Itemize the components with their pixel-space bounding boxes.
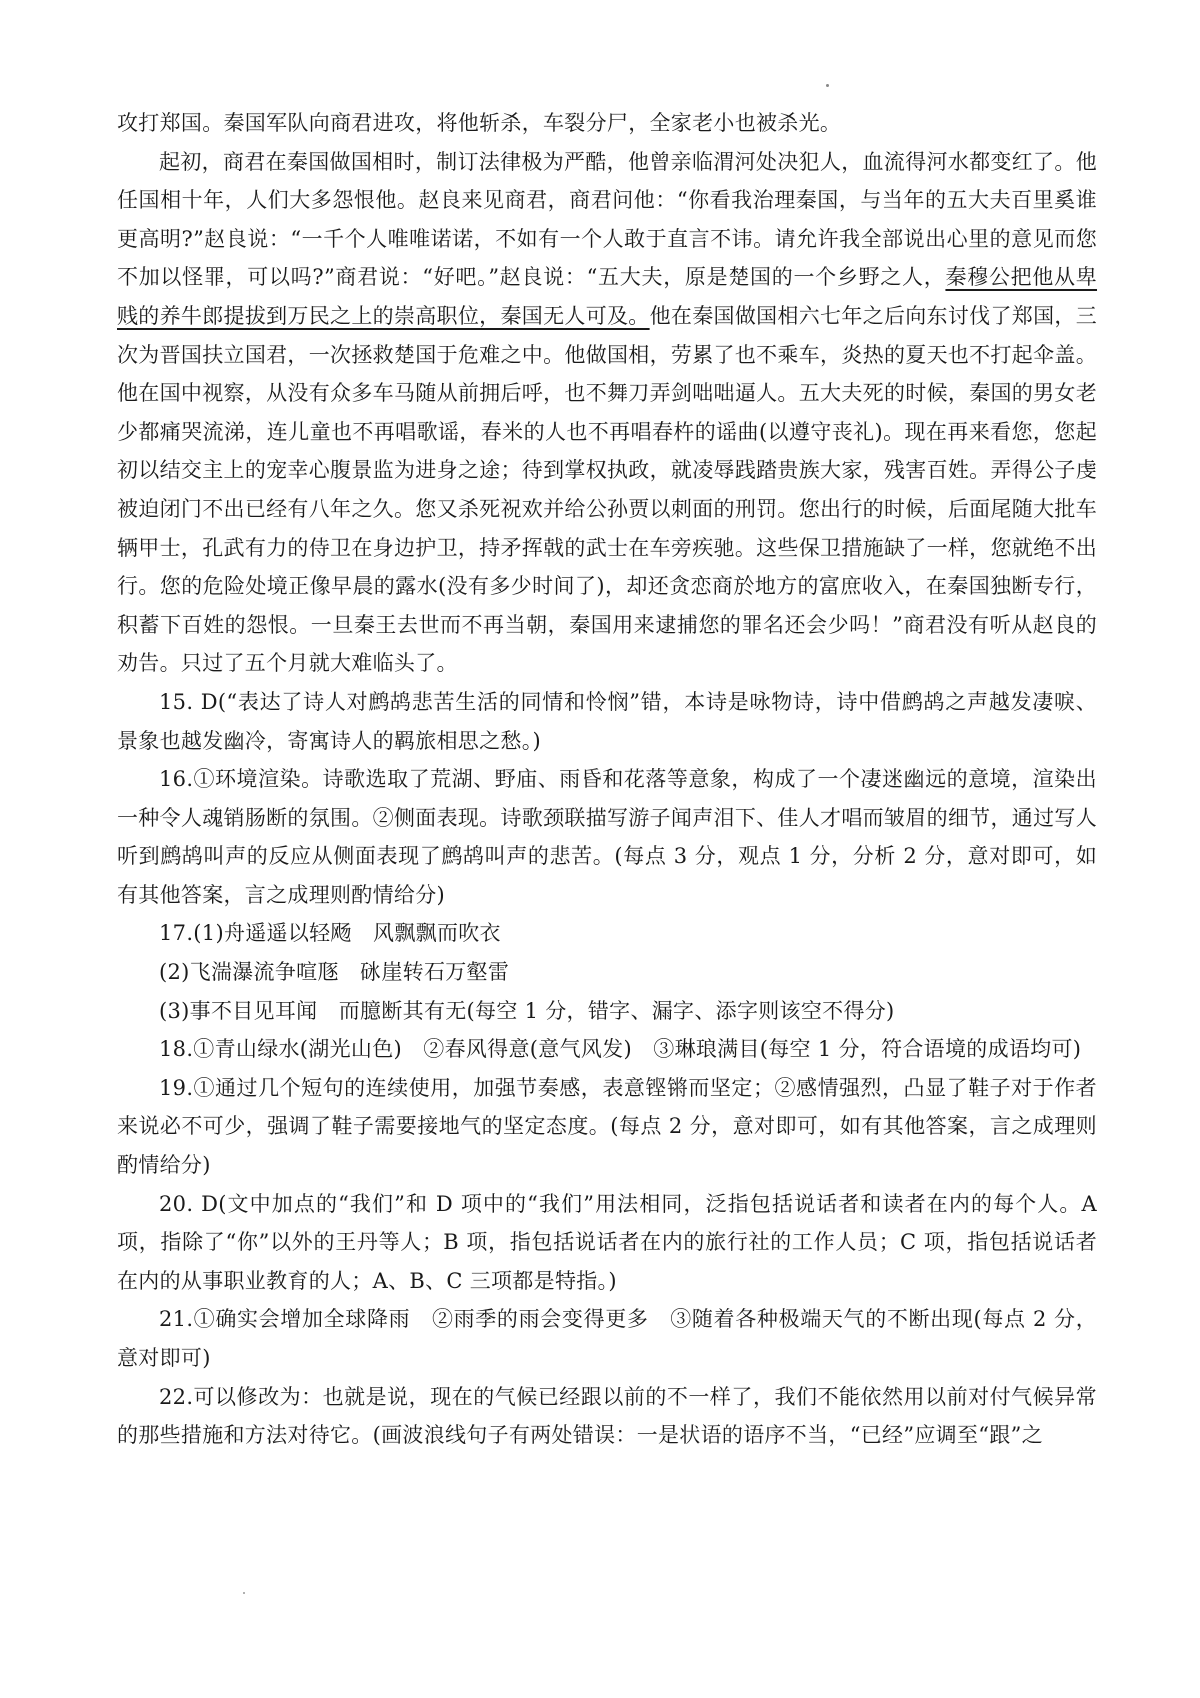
answer-17-3: (3)事不目见耳闻 而臆断其有无(每空 1 分，错字、漏字、添字则该空不得分) (159, 998, 895, 1023)
answer-22: 22.可以修改为：也就是说，现在的气候已经跟以前的不一样了，我们不能依然用以前对付气候异常的那些措施和方法对待它。(画波浪线句子有两处错误：一是状语的语序不当，“已经”应调至“跟”之 (117, 1384, 1097, 1448)
scan-dot-mark-bottom (243, 1592, 245, 1594)
answer-16: 16.①环境渲染。诗歌选取了荒湖、野庙、雨昏和花落等意象，构成了一个凄迷幽远的意境，渲染出一种令人魂销肠断的氛围。②侧面表现。诗歌颈联描写游子闻声泪下、佳人才唱而皱眉的细节，通过写人听到鹧鸪叫声的反应从侧面表现了鹧鸪叫声的悲苦。(每点 3 分，观点 1 分，分析 2 分，意对即可，如有其他答案，言之成理则酌情给分) (117, 767, 1097, 907)
answer-15: 15. D(“表达了诗人对鹧鸪悲苦生活的同情和怜悯”错，本诗是咏物诗，诗中借鹧鸪之声越发凄唳、景象也越发幽冷，寄寓诗人的羁旅相思之愁。) (117, 689, 1097, 753)
answer-17-2: (2)飞湍瀑流争喧豗 砯崖转石万壑雷 (159, 960, 510, 985)
answer-21: 21.①确实会增加全球降雨 ②雨季的雨会变得更多 ③随着各种极端天气的不断出现(每点 2 分，意对即可) (117, 1307, 1097, 1370)
answer-18: 18.①青山绿水(湖光山色) ②春风得意(意气风发) ③琳琅满目(每空 1 分，符合语境的成语均可) (159, 1037, 1082, 1062)
answer-17-1: 17.(1)舟遥遥以轻飏 风飘飘而吹衣 (159, 921, 501, 946)
scan-dot-mark (826, 84, 829, 87)
document-body (117, 104, 1097, 1455)
answer-20: 20. D(文中加点的“我们”和 D 项中的“我们”用法相同，泛指包括说话者和读者在内的每个人。A 项，指除了“你”以外的王丹等人；B 项，指包括说话者在内的旅行社的工作人员；C 项，指包括说话者在内的从事职业教育的人；A、B、C 三项都是特指。) (117, 1191, 1097, 1293)
paragraph-translation-end: 攻打郑国。秦国军队向商君进攻，将他斩杀，车裂分尸，全家老小也被杀光。 (117, 111, 842, 135)
answer-19: 19.①通过几个短句的连续使用，加强节奏感，表意铿锵而坚定；②感情强烈，凸显了鞋子对于作者来说必不可少，强调了鞋子需要接地气的坚定态度。(每点 2 分，意对即可，如有其他答案，言之成理则酌情给分) (117, 1075, 1097, 1178)
paragraph-translation-zhaoliang (117, 143, 1097, 683)
underlined-sentence: 秦穆公把他从卑贱的养牛郎提拔到万民之上的崇高职位，秦国无人可及。 (117, 265, 1098, 328)
text-segment: 起初，商君在秦国做国相时，制订法律极为严酷，他曾亲临渭河处决犯人，血流得河水都变红了。他任国相十年，人们大多怨恨他。赵良来见商君，商君问他：“你看我治理秦国，与当年的五大夫百里奚谁更高明?”赵良说：“一千个人唯唯诺诺，不如有一个人敢于直言不讳。请允许我全部说出心里的意见而您不加以怪罪，可以吗?”商君说：“好吧。”赵良说：“五大夫，原是楚国的一个乡野之人， (117, 149, 1097, 290)
text-segment: 他在秦国做国相六七年之后向东讨伐了郑国，三次为晋国扶立国君，一次拯救楚国于危难之中。他做国相，劳累了也不乘车，炎热的夏天也不打起伞盖。他在国中视察，从没有众多车马随从前拥后呼，也不舞刀弄剑咄咄逼人。五大夫死的时候，秦国的男女老少都痛哭流涕，连儿童也不再唱歌谣，春米的人也不再唱春杵的谣曲(以遵守丧礼)。现在再来看您，您起初以结交主上的宠幸心腹景监为进身之途；待到掌权执政，就凌辱践踏贵族大家，残害百姓。弄得公子虔被迫闭门不出已经有八年之久。您又杀死祝欢并给公孙贾以刺面的刑罚。您出行的时候，后面尾随大批车辆甲士，孔武有力的侍卫在身边护卫，持矛挥戟的武士在车旁疾驰。这些保卫措施缺了一样，您就绝不出行。您的危险处境正像早晨的露水(没有多少时间了)，却还贪恋商於地方的富庶收入，在秦国独断专行，积蓄下百姓的怨恨。一旦秦王去世而不再当朝，秦国用来逮捕您的罪名还会少吗！”商君没有听从赵良的劝告。只过了五个月就大难临头了。 (117, 303, 1097, 676)
